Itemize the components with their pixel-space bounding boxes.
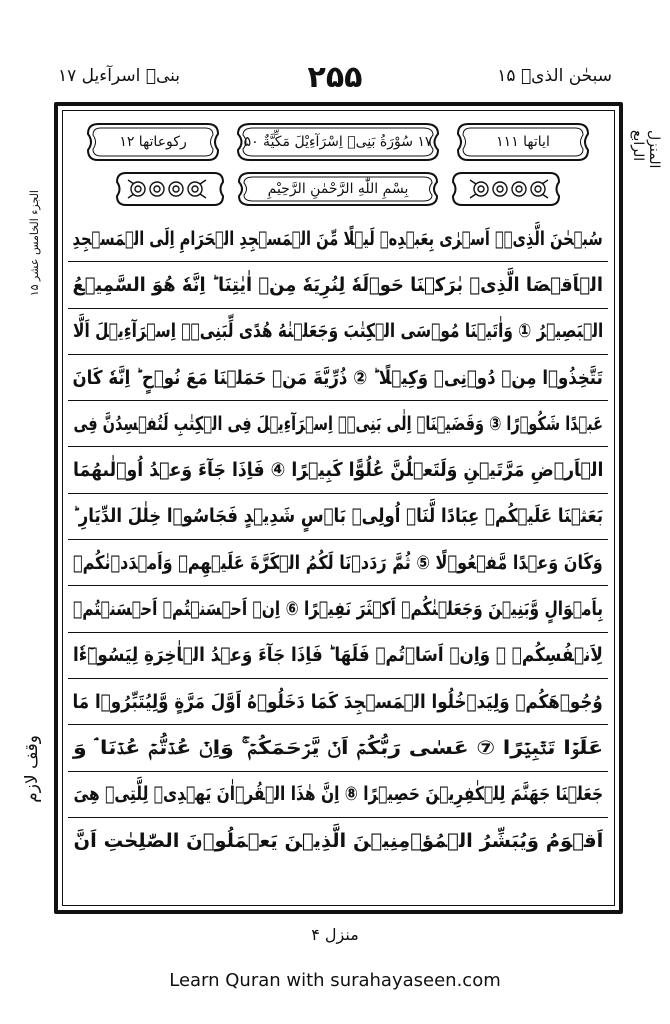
ruku-cartouche xyxy=(84,120,222,164)
ayah-line-text: سُبۡحٰنَ الَّذِیۡۤ اَسۡرٰی بِعَبۡدِهٖ لَیۡلًا مِّنَ الۡمَسۡجِدِ الۡحَرَامِ اِلَی الۡمَسۡجِدِ xyxy=(72,227,604,250)
ayah-line xyxy=(68,355,608,401)
surah-info-bar xyxy=(84,120,592,164)
ayah-line xyxy=(68,540,608,586)
ayah-line xyxy=(68,772,608,818)
left-ornament-icon xyxy=(114,170,226,208)
ayah-line-text: عَلَوۡا تَتۡبِیۡرًا ⑦ عَسٰی رَبُّكُمۡ اَنۡ یَّرۡحَمَكُمۡ ۚ وَاِنۡ عُدۡتُّمۡ عُدۡنَا ۘ وَ xyxy=(72,736,604,759)
ayah-line-text: بِاَمۡوَالٍ وَّبَنِیۡنَ وَجَعَلۡنٰكُمۡ اَكۡثَرَ نَفِیۡرًا ⑥ اِنۡ اَحۡسَنۡتُمۡ اَحۡسَنۡتُمۡ xyxy=(72,598,604,621)
ayah-line xyxy=(68,586,608,632)
ayah-line-text: الۡبَصِیۡرُ ① وَاٰتَیۡنَا مُوۡسَی الۡكِتٰبَ وَجَعَلۡنٰهُ هُدًی لِّبَنِیۡۤ اِسۡرَآءِیۡلَ اَلَّا xyxy=(72,320,604,343)
ayah-line-text: بَعَثۡنَا عَلَیۡكُمۡ عِبَادًا لَّنَاۤ اُولِیۡ بَاۡسٍ شَدِیۡدٍ فَجَاسُوۡا خِلٰلَ الدِّیَارِ ؕ xyxy=(72,505,603,528)
page-number: ۲۵۵ xyxy=(307,60,363,95)
surah-name-cartouche xyxy=(234,120,442,164)
ayah-line xyxy=(68,309,608,355)
header-surah-left: بنیۤ اسرآءیل ۱۷ xyxy=(58,66,180,86)
ayah-line xyxy=(68,262,608,308)
bismillah-text: بِسْمِ اللّٰهِ الرَّحْمٰنِ الرَّحِیْمِ xyxy=(267,181,409,197)
ayah-line xyxy=(68,818,608,864)
ayah-line-text: عَبۡدًا شَكُوۡرًا ③ وَقَضَیۡنَاۤ اِلٰی بَنِیۡۤ اِسۡرَآءِیۡلَ فِی الۡكِتٰبِ لَتُفۡسِدُنَّ فِی xyxy=(73,412,603,435)
ayah-line xyxy=(68,494,608,540)
ayah-line xyxy=(68,216,608,262)
waqf-margin-note: وقف لازم xyxy=(22,735,42,803)
ayat-count-label: ایاتها ۱۱۱ xyxy=(496,134,550,150)
bismillah-cartouche xyxy=(236,170,440,208)
footer-website-credit: Learn Quran with surahayaseen.com xyxy=(169,970,501,991)
manzil-label: المنزل xyxy=(646,130,662,169)
ayah-line-text: الۡاَقۡصَا الَّذِیۡ بٰرَكۡنَا حَوۡلَهٗ لِنُرِیَهٗ مِنۡ اٰیٰتِنَا ؕ اِنَّهٗ هُوَ السَّمِیۡعُ xyxy=(72,273,604,296)
manzil-number: الرابع xyxy=(630,130,646,162)
ayah-line-text: جَعَلۡنَا جَهَنَّمَ لِلۡكٰفِرِیۡنَ حَصِیۡرًا ⑧ اِنَّ هٰذَا الۡقُرۡاٰنَ یَهۡدِیۡ لِلَّتِیۡ هِیَ xyxy=(73,783,603,806)
ayah-line xyxy=(68,401,608,447)
header-surah-right: سبحٰن الذیۤ ۱۵ xyxy=(497,66,612,86)
ayah-lines xyxy=(68,216,608,864)
ayah-line xyxy=(68,725,608,771)
manzil-margin-note xyxy=(630,130,662,168)
ayah-line-text: اَقۡوَمُ وَیُبَشِّرُ الۡمُؤۡمِنِیۡنَ الَّذِیۡنَ یَعۡمَلُوۡنَ الصّٰلِحٰتِ اَنَّ xyxy=(73,830,603,852)
juz-margin-note: الجزء الخامس عشر ۱۵ xyxy=(28,190,41,297)
ayah-line xyxy=(68,447,608,493)
ayah-line-text: وُجُوۡهَكُمۡ وَلِیَدۡخُلُوا الۡمَسۡجِدَ كَمَا دَخَلُوۡهُ اَوَّلَ مَرَّةٍ وَّلِیُتَبِّرُوۡا مَا xyxy=(72,690,604,713)
ayah-line-text: وَكَانَ وَعۡدًا مَّفۡعُوۡلًا ⑤ ثُمَّ رَدَدۡنَا لَكُمُ الۡكَرَّةَ عَلَیۡهِمۡ وَاَمۡدَدۡنٰكُمۡ xyxy=(73,551,603,574)
ayah-line xyxy=(68,633,608,679)
ayah-line-text: تَتَّخِذُوۡا مِنۡ دُوۡنِیۡ وَكِیۡلًا ؕ ② ذُرِّیَّةَ مَنۡ حَمَلۡنَا مَعَ نُوۡحٍ ؕ اِنَّهٗ كَانَ xyxy=(72,366,604,389)
ayah-line-text: الۡاَرۡضِ مَرَّتَیۡنِ وَلَتَعۡلُنَّ عُلُوًّا كَبِیۡرًا ④ فَاِذَا جَآءَ وَعۡدُ اُوۡلٰىهُمَا xyxy=(72,459,604,482)
surah-name-label: ۱۷ سُوْرَةُ بَنِیۤ اِسْرَآءِیْلَ مَكِّيَّةٌ ۵۰ xyxy=(243,134,433,150)
ayah-line xyxy=(68,679,608,725)
footer-manzil: منزل ۴ xyxy=(311,925,359,944)
bismillah-bar xyxy=(114,170,562,208)
right-ornament-icon xyxy=(450,170,562,208)
ruku-count-label: رکوعاتها ۱۲ xyxy=(119,134,187,150)
ayat-cartouche xyxy=(454,120,592,164)
ayah-line-text: لِاَنۡفُسِكُمۡ ۟ وَاِنۡ اَسَاۡتُمۡ فَلَهَا ؕ فَاِذَا جَآءَ وَعۡدُ الۡاٰخِرَةِ لِیَسُوۡٓءٗا xyxy=(73,644,603,667)
